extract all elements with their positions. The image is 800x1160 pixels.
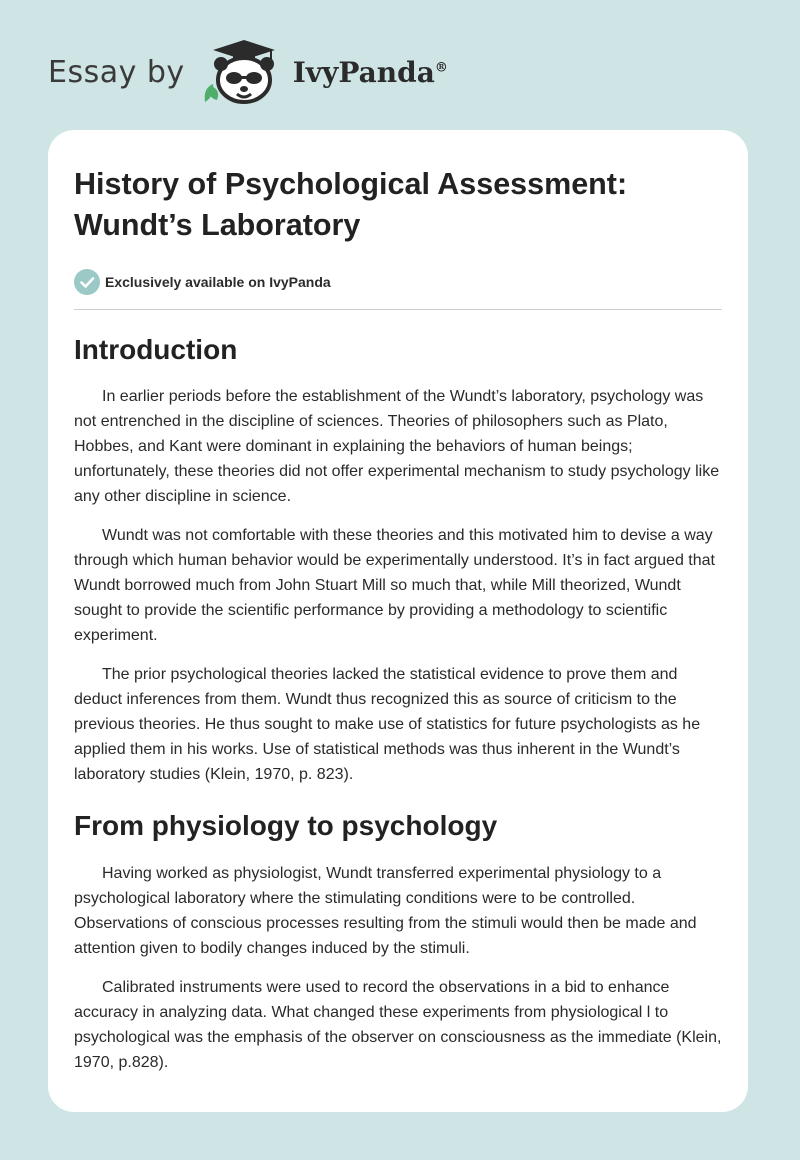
section-heading: From physiology to psychology [74, 810, 498, 841]
section-introduction [74, 333, 722, 787]
paragraph: Calibrated instruments were used to record the observations in a bid to enhance accuracy in analyzing data. What changed these experiments from physiological l to psychological was the emphasis of the observer on consciousness as the immediate (Klein, 1970, p.828). [74, 979, 722, 1071]
paragraph: Wundt was not comfortable with these theories and this motivated him to devise a way through which human behavior would be experimentally understood. It’s in fact argued that Wundt borrowed much from John Stuart Mill so much that, while Mill theorized, Wundt sought to provide the scientific performance by providing a methodology to scientific experiment. [74, 527, 715, 644]
section-physiology-to-psychology [74, 809, 722, 1075]
brand-name: IvyPanda® [292, 55, 448, 89]
brand-header [48, 36, 448, 108]
badge-label: Exclusively available on IvyPanda [105, 274, 331, 290]
section-heading: Introduction [74, 334, 238, 365]
check-icon [74, 269, 100, 295]
panda-logo-icon [199, 36, 289, 108]
paragraph: Having worked as physiologist, Wundt transferred experimental physiology to a psychological laboratory where the stimulating conditions were to be controlled. Observations of conscious processes resulting from the stimuli would then be made and attention given to bodily changes induced by the stimuli. [74, 865, 697, 957]
divider [74, 309, 722, 310]
essay-card [48, 130, 748, 1112]
brand-prefix: Essay by [48, 54, 185, 90]
paragraph: In earlier periods before the establishment of the Wundt’s laboratory, psychology was not entrenched in the discipline of sciences. Theories of philosophers such as Plato, Hobbes, and Kant were dominant in explaining the behaviors of human beings; unfortunately, these theories did not offer experimental mechanism to study psychology like any other discipline in science. [74, 388, 720, 505]
exclusive-badge [74, 269, 722, 295]
page-title: History of Psychological Assessment: Wundt’s Laboratory [74, 167, 628, 242]
paragraph: The prior psychological theories lacked the statistical evidence to prove them and deduct inferences from them. Wundt thus recognized this as source of criticism to the previous theories. He thus sought to make use of statistics for future psychologists as he applied them in his works. Use of statistical methods was thus inherent in the Wundt’s laboratory studies (Klein, 1970, p. 823). [74, 666, 701, 783]
